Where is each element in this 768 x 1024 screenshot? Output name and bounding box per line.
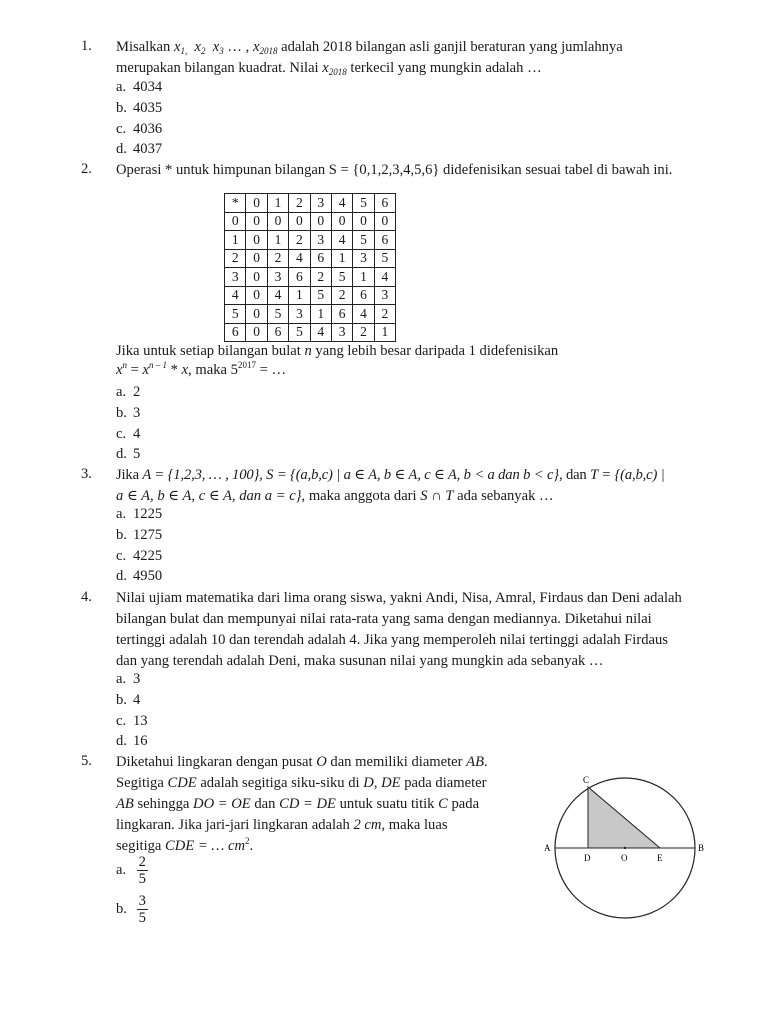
math-var: x	[252, 39, 260, 55]
option-d[interactable]	[116, 444, 140, 465]
table-cell: 4	[331, 231, 352, 250]
option-letter: a.	[116, 671, 127, 687]
label-b: B	[698, 843, 705, 853]
question-number: 4.	[81, 589, 92, 605]
option-text: 4225	[133, 547, 163, 564]
table-cell: 6	[267, 323, 288, 342]
option-c[interactable]	[116, 424, 140, 445]
table-row	[225, 305, 396, 324]
text-span: ∩	[427, 488, 446, 504]
option-d[interactable]	[116, 566, 162, 587]
options-list	[116, 382, 140, 465]
table-cell: *	[225, 194, 246, 213]
text-span: , maka anggota dari	[301, 488, 421, 504]
text-line: dan yang terendah adalah Deni, maka susunan nilai yang mungkin ada sebanyak …	[116, 653, 604, 669]
text-span: terkecil yang mungkin adalah …	[346, 60, 542, 76]
table-cell: 1	[225, 231, 246, 250]
text-span: segitiga	[116, 838, 166, 854]
math-var: n	[304, 343, 312, 359]
table-cell: 0	[225, 212, 246, 231]
table-cell: 3	[353, 249, 374, 268]
table-cell: 4	[331, 194, 352, 213]
option-letter: b.	[116, 901, 127, 917]
table-cell: 2	[374, 305, 395, 324]
math-var: O	[316, 754, 327, 770]
option-a[interactable]	[116, 504, 162, 525]
table-cell: 5	[310, 286, 331, 305]
text-span: adalah segitiga siku-siku di	[196, 775, 364, 791]
option-text: 13	[133, 712, 148, 729]
text-span: Jika untuk setiap bilangan bulat	[116, 343, 305, 359]
options-list	[116, 77, 162, 160]
option-text: 4950	[133, 568, 163, 585]
option-letter: a.	[116, 862, 127, 878]
option-text: 4036	[133, 120, 163, 137]
text-span: Diketahui lingkaran dengan pusat	[116, 754, 317, 770]
table-row	[225, 268, 396, 287]
table-cell: 5	[374, 249, 395, 268]
math-var: T	[445, 488, 454, 504]
text-line	[116, 37, 704, 58]
math-var: x	[116, 362, 123, 378]
text-span: untuk suatu titik	[335, 796, 439, 812]
question-number: 2.	[81, 161, 92, 177]
math-expr: a ∈ A, b ∈ A, c ∈ A, dan a = c}	[116, 488, 302, 504]
math-var: S	[420, 488, 428, 504]
option-text: 4034	[133, 79, 163, 95]
option-letter: b.	[116, 99, 127, 116]
math-var: x	[212, 39, 220, 55]
math-var: DE	[381, 775, 401, 791]
option-letter: d.	[116, 733, 127, 750]
table-cell: 0	[246, 212, 267, 231]
table-cell: 0	[246, 323, 267, 342]
question-text	[116, 342, 704, 380]
option-letter: c.	[116, 547, 127, 564]
option-c[interactable]	[116, 119, 162, 140]
option-b[interactable]	[116, 98, 162, 119]
option-letter: d.	[116, 446, 127, 463]
table-cell: 1	[267, 231, 288, 250]
math-sub: 3	[219, 46, 224, 56]
math-sup: 2017	[237, 360, 256, 370]
math-expr: CD = DE	[279, 796, 336, 812]
option-b[interactable]	[116, 690, 148, 711]
table-cell: 3	[310, 194, 331, 213]
table-cell: 0	[310, 212, 331, 231]
text-span: lingkaran. Jika jari-jari lingkaran adalah	[116, 817, 354, 833]
table-row	[225, 231, 396, 250]
text-span: Misalkan	[116, 39, 174, 55]
fraction	[137, 893, 148, 926]
option-text: 3	[133, 404, 141, 421]
label-e: E	[657, 853, 663, 863]
text-span: dan	[250, 796, 280, 812]
table-cell: 1	[267, 194, 288, 213]
table-cell: 6	[374, 231, 395, 250]
table-cell: 0	[331, 212, 352, 231]
table-cell: 5	[267, 305, 288, 324]
math-var: x	[181, 362, 189, 378]
math-var: C	[438, 796, 448, 812]
question-number: 5.	[81, 753, 92, 769]
text-line	[116, 836, 504, 857]
table-cell: 2	[289, 194, 310, 213]
table-cell: 0	[246, 286, 267, 305]
option-text: 4	[133, 691, 141, 708]
text-span: , maka 5	[188, 362, 238, 378]
option-b[interactable]	[116, 525, 162, 546]
table-cell: 1	[310, 305, 331, 324]
option-letter: b.	[116, 691, 127, 708]
option-letter: c.	[116, 120, 127, 137]
option-text: 16	[133, 733, 148, 750]
text-span: *	[167, 362, 182, 378]
fraction-denominator: 5	[138, 910, 146, 926]
text-line	[116, 58, 704, 79]
option-text: 4037	[133, 141, 163, 158]
table-cell: 1	[353, 268, 374, 287]
question-number: 1.	[81, 38, 92, 54]
math-sub: 2018	[328, 67, 347, 77]
text-span: pada diameter	[400, 775, 487, 791]
text-line	[116, 486, 704, 507]
option-text: 1225	[133, 506, 163, 522]
table-cell: 3	[289, 305, 310, 324]
table-cell: 0	[374, 212, 395, 231]
text-line	[116, 342, 704, 361]
text-line	[116, 815, 504, 836]
math-var: AB	[116, 796, 134, 812]
table-cell: 6	[374, 194, 395, 213]
table-cell: 3	[310, 231, 331, 250]
table-cell: 0	[267, 212, 288, 231]
text-line: Operasi * untuk himpunan bilangan S = {0,1,2,3,4,5,6} didefenisikan sesuai tabel di bawah ini.	[116, 162, 673, 178]
table-cell: 4	[310, 323, 331, 342]
text-line: Nilai ujiam matematika dari lima orang siswa, yakni Andi, Nisa, Amral, Firdaus dan Deni adalah	[116, 590, 682, 606]
option-text: 4035	[133, 99, 163, 116]
table-cell: 1	[331, 249, 352, 268]
text-span: dan memiliki diameter	[326, 754, 467, 770]
option-a[interactable]	[116, 77, 162, 98]
math-var: x	[173, 39, 181, 55]
option-text: 5	[133, 446, 141, 463]
math-sub: 2018	[259, 46, 278, 56]
option-text: 3	[133, 671, 141, 687]
label-a: A	[544, 843, 551, 853]
option-d[interactable]	[116, 139, 162, 160]
table-row	[225, 323, 396, 342]
table-row	[225, 194, 396, 213]
option-b[interactable]	[116, 403, 140, 424]
table-cell: 0	[353, 212, 374, 231]
option-letter: b.	[116, 404, 127, 421]
fraction-denominator: 5	[138, 871, 146, 887]
math-expr: CDE = … cm	[165, 838, 246, 854]
table-cell: 3	[267, 268, 288, 287]
option-a[interactable]	[116, 669, 148, 690]
text-span: adalah 2018 bilangan asli ganjil beraturan yang jumlahnya	[277, 39, 623, 55]
question-text	[116, 160, 704, 181]
text-span: , dan	[558, 467, 591, 483]
table-row	[225, 212, 396, 231]
math-var: x	[194, 39, 201, 55]
math-var: AB	[466, 754, 485, 770]
label-o: O	[621, 853, 628, 863]
options-list	[116, 669, 148, 752]
table-cell: 0	[246, 268, 267, 287]
math-sup: 2	[245, 836, 250, 846]
math-var: x	[322, 60, 329, 76]
table-cell: 4	[353, 305, 374, 324]
table-cell: 5	[353, 231, 374, 250]
fraction-numerator: 3	[138, 893, 146, 909]
option-c[interactable]	[116, 546, 162, 567]
table-cell: 0	[246, 194, 267, 213]
fraction-numerator: 2	[138, 854, 146, 870]
table-cell: 0	[246, 249, 267, 268]
options-list	[116, 504, 162, 587]
table-cell: 0	[289, 212, 310, 231]
math-sup: n – 1	[149, 360, 167, 370]
table-cell: 5	[225, 305, 246, 324]
table-cell: 2	[267, 249, 288, 268]
table-cell: 2	[310, 268, 331, 287]
table-cell: 5	[331, 268, 352, 287]
option-letter: a.	[116, 79, 127, 95]
fraction	[137, 854, 148, 887]
math-var: D	[363, 775, 374, 791]
text-line: bilangan bulat dan mempunyai nilai rata-rata yang sama dengan mediannya. Diketahui nilai	[116, 611, 652, 627]
text-span: Segitiga	[116, 775, 168, 791]
option-letter: d.	[116, 141, 127, 158]
option-a[interactable]	[116, 382, 140, 403]
table-cell: 2	[289, 231, 310, 250]
table-cell: 4	[225, 286, 246, 305]
table-cell: 3	[374, 286, 395, 305]
math-expr: DO = OE	[193, 796, 251, 812]
text-line: tertinggi adalah 10 dan terendah adalah 4. Jika yang memperoleh nilai tertinggi adalah Firdaus	[116, 632, 668, 648]
table-cell: 6	[331, 305, 352, 324]
table-cell: 2	[331, 286, 352, 305]
triangle-cde	[588, 787, 660, 848]
table-cell: 1	[289, 286, 310, 305]
table-row	[225, 286, 396, 305]
text-span: Jika	[116, 467, 143, 483]
table-cell: 4	[267, 286, 288, 305]
text-line	[116, 752, 504, 773]
table-cell: 3	[225, 268, 246, 287]
table-cell: 4	[374, 268, 395, 287]
center-point	[624, 847, 626, 849]
table-cell: 2	[353, 323, 374, 342]
option-text: 1275	[133, 526, 163, 543]
text-span: sehingga	[133, 796, 194, 812]
text-span: … ,	[223, 39, 253, 55]
math-expr: 2 cm	[353, 817, 382, 833]
text-line	[116, 794, 504, 815]
table-cell: 6	[289, 268, 310, 287]
table-cell: 1	[374, 323, 395, 342]
option-letter: d.	[116, 568, 127, 585]
question-text	[116, 37, 704, 79]
text-span: ada sebanyak …	[453, 488, 554, 504]
option-letter: c.	[116, 425, 127, 442]
table-cell: 6	[310, 249, 331, 268]
table-cell: 5	[289, 323, 310, 342]
question-text	[116, 752, 504, 857]
operation-table	[224, 193, 396, 342]
question-text	[116, 588, 704, 672]
option-d[interactable]	[116, 731, 148, 752]
math-var: x	[142, 362, 149, 378]
text-span: ,	[373, 775, 382, 791]
text-span: = …	[255, 362, 287, 378]
option-letter: c.	[116, 712, 127, 729]
option-letter: a.	[116, 506, 127, 522]
table-cell: 6	[225, 323, 246, 342]
table-cell: 2	[225, 249, 246, 268]
table-cell: 4	[289, 249, 310, 268]
math-expr: T = {(a,b,c) |	[590, 467, 665, 483]
option-a[interactable]	[116, 854, 148, 887]
text-span: .	[484, 754, 488, 770]
table-cell: 6	[353, 286, 374, 305]
table-cell: 0	[246, 305, 267, 324]
text-span: pada	[447, 796, 480, 812]
table-cell: 0	[246, 231, 267, 250]
circle-triangle-figure	[540, 772, 710, 930]
table-row	[225, 249, 396, 268]
text-span: merupakan bilangan kuadrat. Nilai	[116, 60, 323, 76]
text-span: .	[249, 838, 254, 854]
text-span: =	[126, 362, 143, 378]
text-span: , maka luas	[381, 817, 448, 833]
option-c[interactable]	[116, 711, 148, 732]
option-b[interactable]	[116, 893, 148, 926]
option-letter: b.	[116, 526, 127, 543]
math-expr: A = {1,2,3, … , 100}, S = {(a,b,c) | a ∈ A, b ∈ A, c ∈ A, b < a dan b < c}	[142, 467, 559, 483]
text-span: yang lebih besar daripada 1 didefenisikan	[311, 343, 559, 359]
math-sub: 1,	[180, 46, 188, 56]
label-d: D	[584, 853, 591, 863]
text-line	[116, 773, 504, 794]
text-line	[116, 465, 704, 486]
option-text: 4	[133, 425, 141, 442]
table-cell: 3	[331, 323, 352, 342]
math-sup: n	[122, 360, 127, 370]
option-text: 2	[133, 384, 141, 400]
label-c: C	[583, 775, 590, 785]
table-cell: 5	[353, 194, 374, 213]
option-letter: a.	[116, 384, 127, 400]
math-sub: 2	[200, 46, 206, 56]
question-number: 3.	[81, 466, 92, 482]
math-var: CDE	[167, 775, 197, 791]
question-text	[116, 465, 704, 507]
text-line	[116, 361, 704, 380]
